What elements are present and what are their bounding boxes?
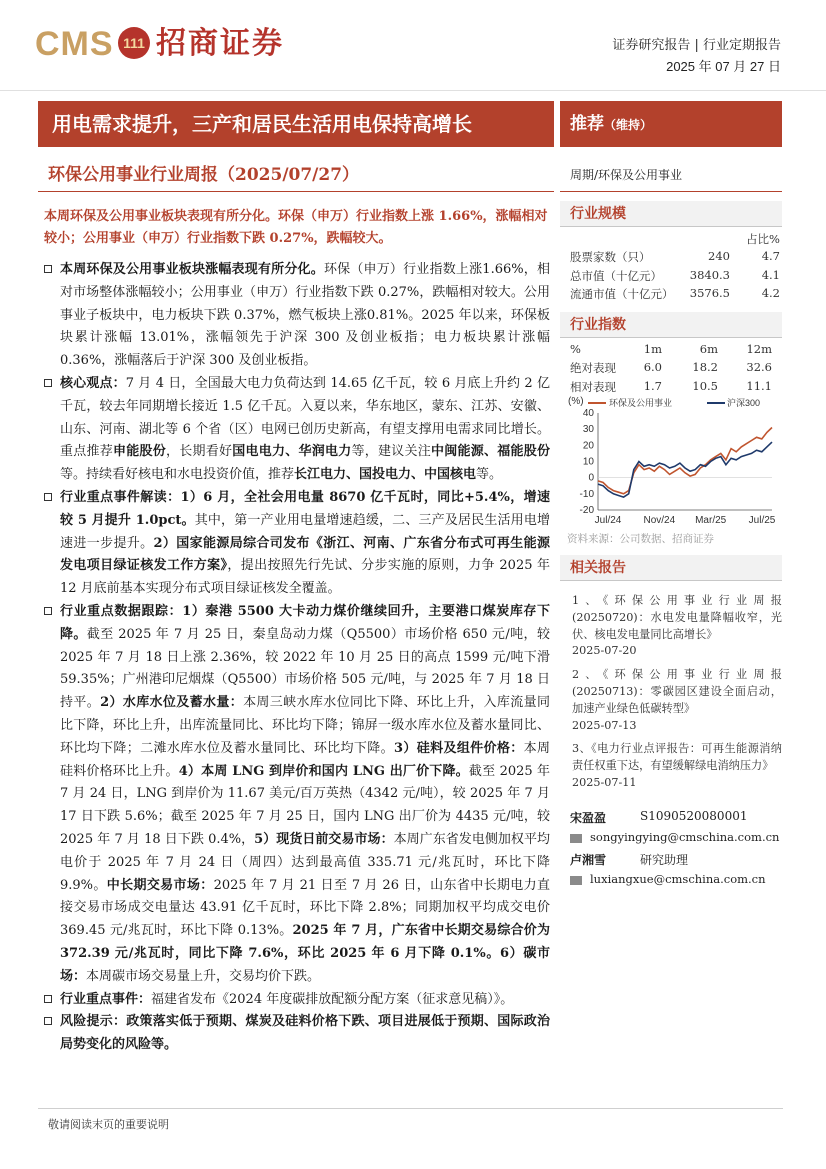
analyst-name: 宋盈盈 — [570, 811, 607, 825]
bullet-item: 风险提示：政策落实低于预期、煤炭及硅料价格下跌、项目进展低于预期、国际政治局势变化的风险等。 — [44, 1011, 550, 1057]
table-row: 总市值（十亿元） 3840.3 4.1 — [570, 267, 780, 283]
main-title: 用电需求提升，三产和居民生活用电保持高增长 — [38, 101, 554, 147]
bullet-item: 行业重点数据跟踪：1）秦港 5500 大卡动力煤价继续回升，主要港口煤炭库存下降。截至 2025 年 7 月 25 日，秦皇岛动力煤（Q5500）市场价格 650 元/吨，较 2025 年 7 月 18 日上涨 2.36%，较 2022 年 10 月 25 日的高点 1599 元/吨下滑 59.35%；广州港印尼烟煤（Q5500）市场价格 505 元/吨，与 2025 年 7 月 18 日持平。2）水库水位及蓄水量：本周三峡水库水位同比下降、环比上升，入库流量同比下降，环比上升，出库流量同比、环比均下降；锦屏一级水库水位及蓄水量同比、环比均下降；二滩水库水位及蓄水量同比、环比均下降。3）硅料及组件价格：本周硅料价格环比上升。4）本周 LNG 到岸价和国内 LNG 出厂价下降。截至 2025 年 7 月 24 日，LNG 到岸价为 11.67 美元/百万英热（4342 元/吨），较 2025 年 7 月 17 日下跌 5.6%；截至 2025 年 7 月 25 日，国内 LNG 出厂价为 4435 元/吨，较 2025 年 7 月 18 日下跌 0.4%，5）现货日前交易市场：本周广东省发电侧加权平均电价于 2025 年 7 月 24 日（周四）达到最高值 335.71 元/兆瓦时，环比下降 9.9%。中长期交易市场：2025 年 7 月 21 日至 7 月 26 日，山东省中长期电力直接交易市场成交电量达 43.91 亿千瓦时，环比下降 2.8%；同期加权平均成交电价 369.45 元/兆瓦时，环比下降 0.13%。2025 年 7 月，广东省中长期交易综合价为 372.39 元/兆瓦时，同比下降 7.6%，环比 2025 年 6 月下降 0.1%。6）碳市场：本周碳市场交易量上升，交易均价下跌。 — [44, 601, 550, 989]
related-reports-header: 相关报告 — [560, 555, 782, 581]
y-axis-label: (%) — [568, 396, 584, 407]
analyst-block — [570, 809, 782, 893]
y-tick-label: 10 — [582, 456, 594, 468]
bullet-item: 核心观点：7 月 4 日，全国最大电力负荷达到 14.65 亿千瓦，较 6 月底上升约 2 亿千瓦，较去年同期增长接近 1.5 亿千瓦。入夏以来，华东地区，蒙东、江苏、安徽、山东、河南、湖北等 6 个省（区）电网已创历史新高，有望支撑用电需求同比增长。重点推荐申能股份，长期看好国电电力、华润电力等，建议关注中闽能源、福能股份等。持续看好核电和水电投资价值，推荐长江电力、国投电力、中国核电等。 — [44, 373, 550, 487]
analyst-email[interactable]: songyingying@cmschina.com.cn — [590, 830, 780, 844]
email-icon — [570, 876, 582, 885]
related-report-item[interactable]: 2、《环保公用事业行业周报(20250713)：零碳园区建设全面启动，加速产业绿色低碳转型》 2025-07-13 — [572, 668, 782, 732]
checkbox-icon — [44, 265, 52, 273]
logo-cn-text: 招商证券 — [156, 26, 284, 61]
category-label: 周期/环保及公用事业 — [570, 168, 683, 182]
industry-index-table — [570, 342, 780, 397]
report-type: 证券研究报告 | 行业定期报告 — [612, 38, 781, 53]
series-line-0 — [598, 428, 772, 494]
y-tick-label: 30 — [582, 424, 594, 436]
summary-text: 本周环保及公用事业板块表现有所分化。环保（申万）行业指数上涨 1.66%，涨幅相对较小；公用事业（申万）行业指数下跌 0.27%，跌幅较大。 — [44, 209, 548, 246]
legend-hs300: 沪深300 — [727, 398, 761, 408]
analyst-email-row — [570, 872, 782, 893]
header-divider — [0, 90, 826, 91]
analyst-email[interactable]: luxiangxue@cmschina.com.cn — [590, 872, 766, 886]
performance-chart — [560, 393, 782, 553]
checkbox-icon — [44, 607, 52, 615]
rating-qualifier: （维持） — [604, 118, 653, 132]
bullet-item: 行业重点事件解读：1）6 月，全社会用电量 8670 亿千瓦时，同比+5.4%，增速较 5 月提升 1.0pct。其中，第一产业用电量增速趋缓，二、三产及居民生活用电增速进一步提升。2）国家能源局综合司发布《浙江、河南、广东省分布式可再生能源发电项目绿证核发工作方案》，提出按照先行先试、分步实施的原则，力争 2025 年 12 月底前基本实现分布式项目绿证核发全覆盖。 — [44, 487, 550, 601]
legend-env: 环保及公用事业 — [609, 398, 673, 408]
analyst-row — [570, 809, 782, 830]
y-tick-label: 40 — [582, 408, 594, 419]
table-row: 股票家数（只） 240 4.7 — [570, 249, 780, 265]
table-row: 绝对表现 6.0 18.2 32.6 — [570, 360, 772, 376]
bullet-list — [44, 259, 550, 1057]
table-row: 流通市值（十亿元） 3576.5 4.2 — [570, 285, 780, 301]
y-tick-label: -10 — [579, 488, 594, 500]
industry-index-header: 行业指数 — [560, 312, 782, 338]
y-tick-label: -20 — [579, 505, 594, 516]
checkbox-icon — [44, 379, 52, 387]
rating-label: 推荐 — [570, 114, 604, 134]
logo-cms-text: CMS — [35, 25, 114, 63]
x-tick-label: Mar/25 — [695, 515, 727, 526]
footer-note: 敬请阅读末页的重要说明 — [48, 1118, 169, 1131]
category-rule — [560, 191, 782, 192]
sub-title: 环保公用事业行业周报（2025/07/27） — [48, 165, 360, 185]
related-report-item[interactable]: 3、《电力行业点评报告：可再生能源消纳责任权重下达，有望缓解绿电消纳压力》 2025-07-11 — [572, 742, 782, 789]
series-line-1 — [598, 442, 772, 497]
table-row: 相对表现 1.7 10.5 11.1 — [570, 378, 772, 394]
analyst-title: 研究助理 — [640, 853, 689, 867]
table-header-row: 占比% — [746, 232, 780, 246]
footer-divider — [38, 1108, 783, 1109]
checkbox-icon — [44, 995, 52, 1003]
email-icon — [570, 834, 582, 843]
y-tick-label: 20 — [582, 440, 594, 452]
report-date: 2025 年 07 月 27 日 — [666, 59, 781, 74]
x-tick-label: Jul/24 — [594, 515, 622, 526]
industry-scale-table — [570, 231, 780, 304]
bullet-item: 本周环保及公用事业板块涨幅表现有所分化。环保（申万）行业指数上涨1.66%，相对市场整体涨幅较小；公用事业（申万）行业指数下跌 0.27%，跌幅相对较大。公用事业子板块中，电力板块下跌 0.37%，燃气板块上涨0.81%。2025 年以来，环保板块累计涨幅 13.01%，涨幅领先于沪深 300 及创业板指；电力板块累计涨幅 0.36%，涨幅落后于沪深 300 及创业板指。 — [44, 259, 550, 373]
rating-banner — [560, 101, 782, 147]
checkbox-icon — [44, 493, 52, 501]
x-tick-label: Nov/24 — [643, 515, 676, 526]
y-tick-label: 0 — [588, 472, 594, 484]
analyst-email-row — [570, 830, 782, 851]
industry-scale-header: 行业规模 — [560, 201, 782, 227]
related-reports-list — [572, 593, 782, 799]
analyst-cert: S1090520080001 — [640, 809, 748, 823]
chart-source: 资料来源：公司数据、招商证券 — [567, 533, 714, 545]
table-header-row: % 1m 6m 12m — [570, 342, 772, 356]
x-tick-label: Jul/25 — [748, 515, 776, 526]
analyst-name: 卢湘雪 — [570, 853, 607, 867]
related-report-item[interactable]: 1、《环保公用事业行业周报(20250720)：水电发电量降幅收窄，光伏、核电发电量同比高增长》 2025-07-20 — [572, 594, 782, 658]
bullet-item: 行业重点事件：福建省发布《2024 年度碳排放配额分配方案（征求意见稿）》。 — [44, 989, 550, 1012]
logo-badge-icon: 111 — [118, 27, 150, 59]
checkbox-icon — [44, 1017, 52, 1025]
sub-title-rule — [38, 191, 554, 192]
analyst-row — [570, 851, 782, 872]
